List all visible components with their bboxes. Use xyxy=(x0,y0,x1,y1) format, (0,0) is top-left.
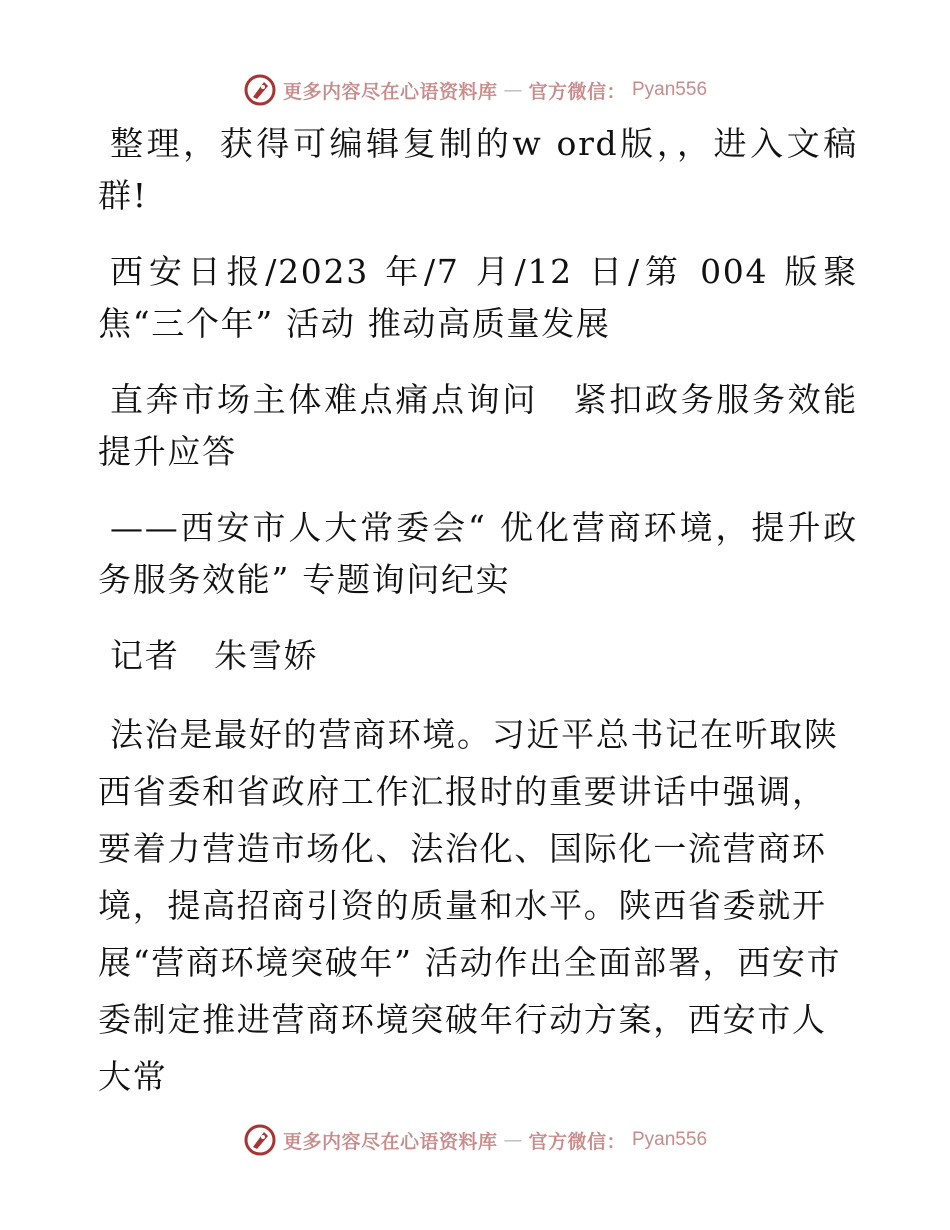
reporter-line: 记者 朱雪娇 xyxy=(110,636,319,675)
watermark-wechat-label: 官方微信： xyxy=(528,1130,626,1153)
watermark-wechat-id: Pyan556 xyxy=(632,79,708,100)
watermark-wechat-id: Pyan556 xyxy=(632,1129,708,1150)
pen-nib-circle-icon xyxy=(243,73,277,107)
watermark-header xyxy=(0,70,950,110)
watermark-dash: — xyxy=(503,1129,523,1151)
article-title: 直奔市场主体难点痛点询问 紧扣政务服务效能提升应答 xyxy=(98,380,858,471)
body-paragraph: 法治是最好的营商环境。习近平总书记在听取陕西省委和省政府工作汇报时的重要讲话中强调，要着力营造市场化、法治化、国际化一流营商环境，提高招商引资的质量和水平。陕西省委就开展“营商环境突破年” 活动作出全面部署，西安市委制定推进营商环境突破年行动方案，西安市人大常 xyxy=(98,715,842,1096)
pen-nib-circle-icon xyxy=(243,1123,277,1157)
watermark-dash: — xyxy=(503,79,523,101)
source-line: 西安日报/2023 年/7 月/12 日/第 004 版聚焦“三个年” 活动 推动高质量发展 xyxy=(98,252,858,343)
intro-paragraph: 整理，获得可编辑复制的w ord版，，进入文稿群! xyxy=(98,124,858,215)
watermark-text: 更多内容尽在心语资料库 xyxy=(282,80,498,103)
watermark-text: 更多内容尽在心语资料库 xyxy=(282,1130,498,1153)
article-subtitle: ——西安市人大常委会“ 优化营商环境，提升政务服务效能” 专题询问纪实 xyxy=(98,508,858,599)
watermark-wechat-label: 官方微信： xyxy=(528,80,626,103)
watermark-footer xyxy=(0,1120,950,1160)
document-body xyxy=(98,118,858,1105)
